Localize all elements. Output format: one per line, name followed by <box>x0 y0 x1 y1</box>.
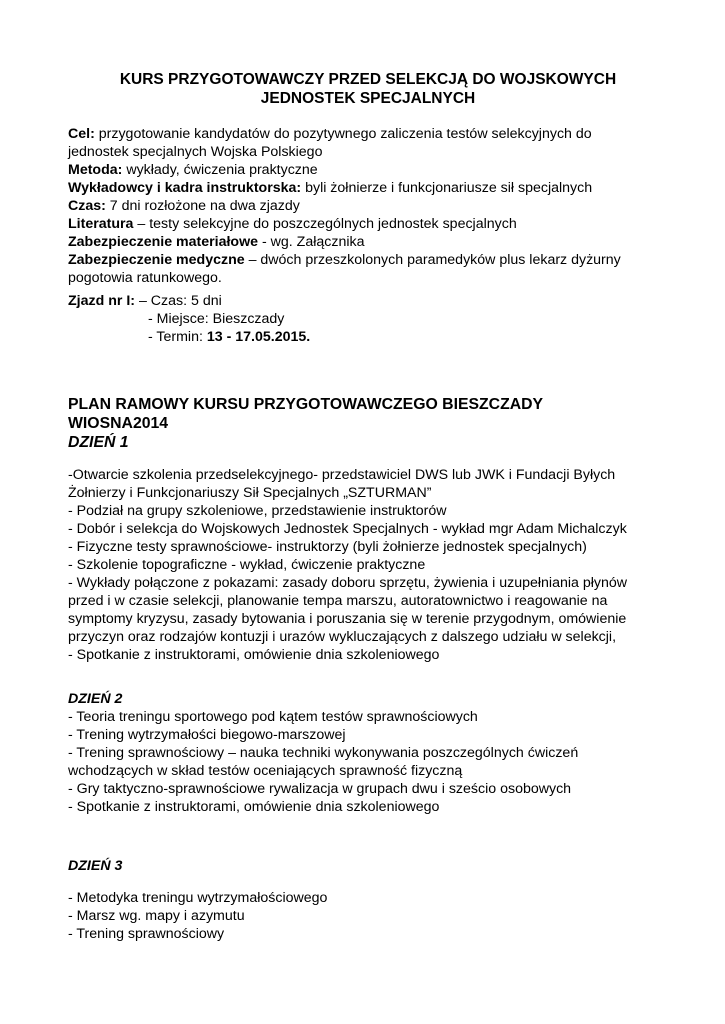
list-item: - Teoria treningu sportowego pod kątem testów sprawnościowych <box>68 709 478 725</box>
document-title <box>68 70 668 108</box>
list-item: - Spotkanie z instruktorami, omówienie dnia szkoleniowego <box>68 799 440 815</box>
title-line-2: JEDNOSTEK SPECJALNYCH <box>260 90 476 107</box>
medical-support-line <box>68 251 668 269</box>
list-item: - Trening sprawnościowy <box>68 926 225 942</box>
goal-label: Cel: <box>68 126 95 142</box>
session-line-1 <box>68 292 668 310</box>
list-item: - Dobór i selekcja do Wojskowych Jednostek Specjalnych - wykład mgr Adam Michalczyk <box>68 521 627 537</box>
title-line-1: KURS PRZYGOTOWAWCZY PRZED SELEKCJĄ DO WOJSKOWYCH <box>119 71 617 88</box>
plan-heading-line-2: WIOSNA2014 <box>68 415 169 432</box>
list-item: przed i w czasie selekcji, planowanie tempa marszu, autoratownictwo i reagowanie na <box>68 593 608 609</box>
time-text: 7 dni rozłożone na dwa zjazdy <box>105 198 300 214</box>
day-2-title: DZIEŃ 2 <box>68 691 123 707</box>
list-item: - Gry taktyczno-sprawnościowe rywalizacja w grupach dwu i sześcio osobowych <box>68 781 572 797</box>
list-item: przyczyn oraz rodzajów kontuzji i urazów wykluczających z dalszego udziału w selekcji, <box>68 629 617 645</box>
course-info <box>68 125 668 287</box>
literature-line <box>68 215 668 233</box>
session-info <box>68 292 668 346</box>
session-dates-value: 13 - 17.05.2015. <box>206 329 311 345</box>
literature-label: Literatura <box>68 216 134 232</box>
method-text: wykłady, ćwiczenia praktyczne <box>122 162 318 178</box>
method-line <box>68 161 668 179</box>
plan-heading-line-1: PLAN RAMOWY KURSU PRZYGOTOWAWCZEGO BIESZCZADY <box>68 396 544 413</box>
list-item: - Szkolenie topograficzne - wykład, ćwiczenie praktyczne <box>68 557 426 573</box>
session-dates <box>68 328 668 346</box>
medical-support-text: – dwóch przeszkolonych paramedyków plus lekarz dyżurny <box>244 252 621 268</box>
list-item: - Marsz wg. mapy i azymutu <box>68 908 245 924</box>
session-time: – Czas: 5 dni <box>135 293 222 309</box>
staff-label: Wykładowcy i kadra instruktorska: <box>68 180 302 196</box>
time-label: Czas: <box>68 198 106 214</box>
plan-heading <box>68 395 668 453</box>
goal-text: przygotowanie kandydatów do pozytywnego zaliczenia testów selekcyjnych do <box>94 126 592 142</box>
day-3-list <box>68 889 668 943</box>
list-item: - Fizyczne testy sprawnościowe- instruktorzy (byli żołnierze jednostek specjalnych) <box>68 539 587 555</box>
list-item: - Wykłady połączone z pokazami: zasady doboru sprzętu, żywienia i uzupełniania płynów <box>68 575 627 591</box>
day-2-section <box>68 690 668 816</box>
list-item: symptomy kryzysu, zasady bytowania i poruszania się w terenie przygodnym, omówienie <box>68 611 627 627</box>
medical-support-label: Zabezpieczenie medyczne <box>68 252 245 268</box>
time-line <box>68 197 668 215</box>
list-item: wchodzących w skład testów oceniających sprawność fizyczną <box>68 763 463 779</box>
day-1-list <box>68 466 668 664</box>
goal-line-continued: jednostek specjalnych Wojska Polskiego <box>68 144 323 160</box>
session-dates-label: - Termin: <box>148 329 207 345</box>
list-item: - Metodyka treningu wytrzymałościowego <box>68 890 328 906</box>
session-place: - Miejsce: Bieszczady <box>148 311 285 327</box>
list-item: - Trening wytrzymałości biegowo-marszowej <box>68 727 346 743</box>
method-label: Metoda: <box>68 162 123 178</box>
goal-line <box>68 125 668 143</box>
list-item: -Otwarcie szkolenia przedselekcyjnego- przedstawiciel DWS lub JWK i Fundacji Byłych <box>68 467 616 483</box>
list-item: - Trening sprawnościowy – nauka techniki wykonywania poszczególnych ćwiczeń <box>68 745 579 761</box>
material-support-text: - wg. Załącznika <box>258 234 365 250</box>
day-1-title: DZIEŃ 1 <box>68 434 129 451</box>
staff-text: byli żołnierze i funkcjonariusze sił specjalnych <box>301 180 593 196</box>
medical-support-line-continued: pogotowia ratunkowego. <box>68 270 222 286</box>
list-item: - Spotkanie z instruktorami, omówienie dnia szkoleniowego <box>68 647 440 663</box>
session-label: Zjazd nr I: <box>68 293 135 309</box>
list-item: Żołnierzy i Funkcjonariuszy Sił Specjalnych „SZTURMAN” <box>68 485 432 501</box>
day-3-title: DZIEŃ 3 <box>68 858 123 874</box>
material-support-line <box>68 233 668 251</box>
staff-line <box>68 179 668 197</box>
list-item: - Podział na grupy szkoleniowe, przedstawienie instruktorów <box>68 503 447 519</box>
material-support-label: Zabezpieczenie materiałowe <box>68 234 259 250</box>
literature-text: – testy selekcyjne do poszczególnych jednostek specjalnych <box>133 216 517 232</box>
day-3-section <box>68 857 668 875</box>
